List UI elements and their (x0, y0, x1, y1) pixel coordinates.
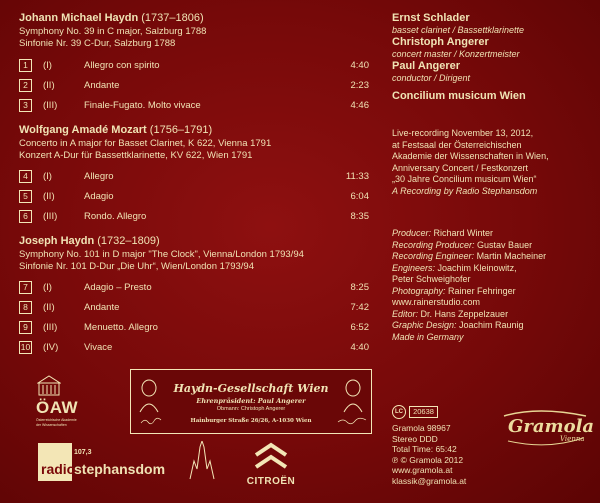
composer-years: (1732–1809) (97, 235, 160, 247)
radio-stephansdom-logo (38, 441, 218, 486)
track-duration: 11:33 (345, 171, 369, 182)
track-title: Finale-Fugato. Molto vivace (84, 100, 201, 111)
track-row[interactable] (19, 281, 369, 295)
academy-building-icon (37, 375, 61, 397)
credit-line[interactable]: www.rainerstudio.com (392, 297, 481, 307)
movement-number: (III) (43, 322, 58, 333)
movement-number: (II) (43, 302, 55, 313)
track-duration: 6:52 (350, 322, 369, 333)
radio-frequency: 107,3 (74, 449, 92, 456)
track-row[interactable] (19, 321, 369, 335)
track-number: 9 (19, 321, 32, 334)
citroen-wordmark: CITROËN (246, 476, 296, 487)
performer-role: basset clarinet / Bassettklarinette (392, 25, 525, 35)
lc-badge (392, 405, 438, 417)
haydn-gesellschaft-logo (130, 369, 372, 434)
track-title: Allegro con spirito (84, 60, 160, 71)
total-time: Total Time: 65:42 (392, 444, 457, 454)
track-row[interactable] (19, 210, 369, 224)
track-row[interactable] (19, 59, 369, 73)
track-duration: 6:04 (350, 191, 369, 202)
email-link[interactable]: klassik@gramola.at (392, 475, 467, 486)
track-row[interactable] (19, 170, 369, 184)
movement-number: (I) (43, 60, 52, 71)
composer-heading (19, 235, 379, 247)
radio-word: radio (41, 461, 76, 477)
track-number: 1 (19, 59, 32, 72)
movement-number: (III) (43, 211, 58, 222)
credit-line: Editor: Dr. Hans Zeppelzauer (392, 308, 509, 319)
website-link[interactable]: www.gramola.at (392, 465, 453, 475)
composer-block-2 (19, 124, 379, 162)
movement-number: (II) (43, 191, 55, 202)
credit-line: Recording Engineer: Martin Macheiner (392, 251, 547, 261)
composer-years: (1756–1791) (149, 124, 213, 136)
track-title: Adagio (84, 191, 114, 202)
track-title: Rondo. Allegro (84, 211, 147, 222)
lc-icon: LC (392, 405, 406, 419)
recording-info (392, 128, 597, 197)
track-row[interactable] (19, 301, 369, 315)
work-title-de: Konzert A-Dur für Bassettklarinette, KV 622, Wien 1791 (19, 150, 253, 161)
track-number: 7 (19, 281, 32, 294)
track-number: 4 (19, 170, 32, 183)
track-title: Vivace (84, 342, 113, 353)
gesellschaft-president: Ehrenpräsident: Paul Angerer (196, 397, 306, 405)
audio-format: Stereo DDD (392, 433, 438, 444)
track-number: 8 (19, 301, 32, 314)
track-title: Andante (84, 302, 120, 313)
composer-name: Joseph Haydn (19, 235, 95, 247)
performer-name: Paul Angerer (392, 60, 461, 72)
oaw-abbreviation: ÖAW (36, 398, 79, 417)
recording-line: Live-recording November 13, 2012, (392, 128, 534, 138)
gramola-logo (498, 408, 593, 448)
movement-number: (I) (43, 171, 52, 182)
stephansdom-word: stephansdom (74, 461, 166, 477)
performer-role: conductor / Dirigent (392, 73, 471, 83)
movement-number: (III) (43, 100, 58, 111)
track-number: 5 (19, 190, 32, 203)
gramola-city: Vienna (560, 435, 585, 443)
movement-number: (I) (43, 282, 52, 293)
movement-number: (IV) (43, 342, 59, 353)
composer-years: (1737–1806) (141, 12, 204, 24)
credit-line: Engineers: Joachim Kleinowitz, (392, 262, 517, 273)
work-title-en: Symphony No. 101 in D major "The Clock", Vienna/London 1793/94 (19, 249, 304, 260)
catalog-number: Gramola 98967 (392, 423, 451, 433)
composer-heading (19, 12, 379, 24)
track-duration: 4:40 (350, 60, 369, 71)
credit-line: Graphic Design: Joachim Raunig (392, 320, 524, 330)
track-title: Adagio – Presto (84, 282, 152, 293)
track-row[interactable] (19, 341, 369, 355)
recording-line: Akademie der Wissenschaften in Wien, (392, 151, 549, 161)
track-title: Allegro (84, 171, 114, 182)
work-title-en: Symphony No. 39 in C major, Salzburg 1788 (19, 26, 207, 37)
track-row[interactable] (19, 79, 369, 93)
credit-line: Made in Germany (392, 331, 464, 342)
performer-name: Ernst Schlader (392, 12, 470, 24)
recording-line: „30 Jahre Concilium musicum Wien“ (392, 174, 537, 184)
work-title-de: Sinfonie Nr. 39 C-Dur, Salzburg 1788 (19, 38, 176, 49)
credits-block (392, 228, 597, 343)
track-number: 2 (19, 79, 32, 92)
movement-number: (II) (43, 80, 55, 91)
oaw-subtitle: Österreichische Akademie (36, 418, 77, 422)
recording-line: A Recording by Radio Stephansdom (392, 185, 538, 196)
track-number: 3 (19, 99, 32, 112)
gesellschaft-address: Hainburger Straße 26/26, A-1030 Wien (190, 418, 312, 424)
gesellschaft-title: Haydn-Gesellschaft Wien (173, 382, 329, 395)
cathedral-icon (188, 441, 216, 481)
track-row[interactable] (19, 190, 369, 204)
work-title-en: Concerto in A major for Basset Clarinet, K 622, Vienna 1791 (19, 138, 272, 149)
credit-line: Recording Producer: Gustav Bauer (392, 239, 533, 250)
oaw-subtitle: der Wissenschaften (36, 423, 67, 427)
gesellschaft-chairman: Obmann: Christoph Angerer (216, 406, 286, 412)
oaw-logo (36, 375, 106, 427)
track-row[interactable] (19, 99, 369, 113)
credit-line: Peter Schweighofer (392, 274, 471, 284)
gramola-wordmark: Gramola (508, 416, 595, 437)
track-duration: 2:23 (350, 80, 369, 91)
track-duration: 8:35 (350, 211, 369, 222)
credit-line: Producer: Richard Winter (392, 228, 494, 238)
performers-block (392, 12, 597, 103)
track-number: 10 (20, 342, 31, 352)
composer-name: Wolfgang Amadé Mozart (19, 124, 147, 136)
citroen-logo (240, 441, 302, 491)
composer-block-3 (19, 235, 379, 273)
performer-name: Christoph Angerer (392, 36, 489, 48)
track-duration: 8:25 (350, 282, 369, 293)
track-number: 6 (19, 210, 32, 223)
track-duration: 4:40 (350, 342, 369, 353)
performer-role: concert master / Konzertmeister (392, 49, 520, 59)
track-title: Andante (84, 80, 120, 91)
track-duration: 7:42 (350, 302, 369, 313)
composer-name: Johann Michael Haydn (19, 12, 139, 24)
double-chevron-icon (253, 441, 289, 471)
composer-block-1 (19, 12, 379, 50)
credit-line: Photography: Rainer Fehringer (392, 285, 516, 296)
recording-line: Anniversary Concert / Festkonzert (392, 162, 529, 173)
composer-heading (19, 124, 379, 136)
track-title: Menuetto. Allegro (84, 322, 158, 333)
copyright: ℗ © Gramola 2012 (392, 454, 464, 465)
lc-code: 20638 (409, 406, 438, 418)
recording-line: at Festsaal der Österreichischen (392, 139, 522, 150)
track-duration: 4:46 (350, 100, 369, 111)
ensemble-name: Concilium musicum Wien (392, 90, 526, 102)
work-title-de: Sinfonie Nr. 101 D-Dur „Die Uhr“, Wien/London 1793/94 (19, 261, 254, 272)
